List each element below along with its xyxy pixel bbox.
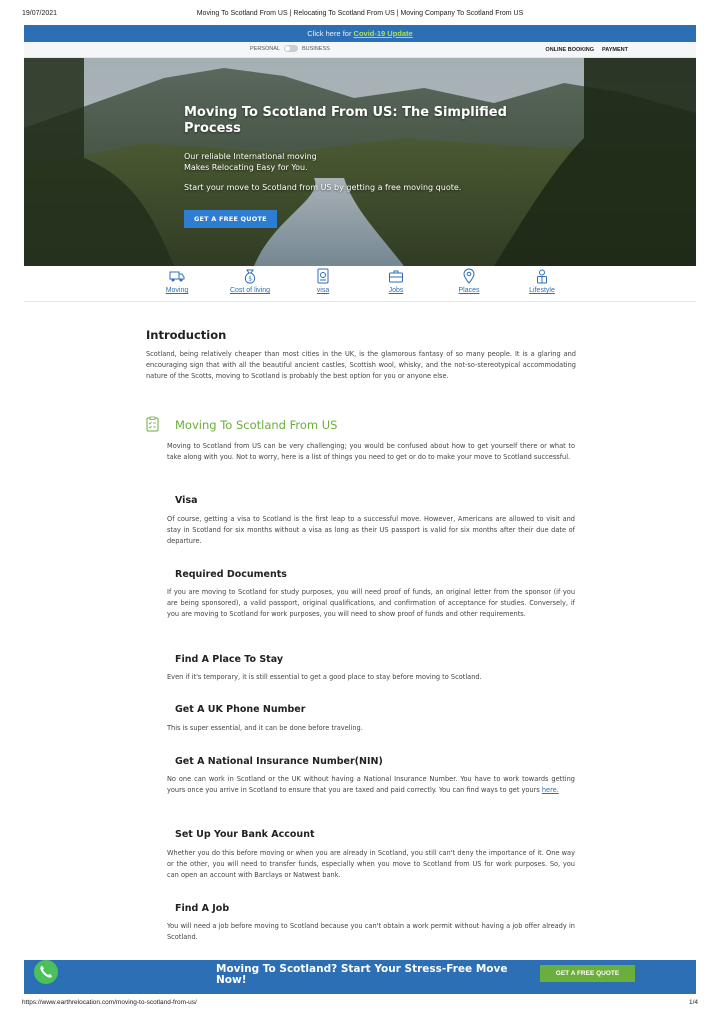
nav-item-visa[interactable] [288,268,358,294]
hero-line-2: Makes Relocating Easy for You. [184,163,308,172]
visa-text: Of course, getting a visa to Scotland is the first leap to a successful move. However, Americans are allowed to visit and stay in Scotland for six months without a visa as long as their US passport is valid for six months after their due date of departure. [167,515,575,545]
bank-account-heading: Set Up Your Bank Account [175,829,315,840]
category-icon-nav [24,268,696,302]
hero-line-1: Our reliable International moving [184,152,317,161]
nav-item-cost-of-living[interactable] [215,268,285,294]
phone-call-button[interactable] [34,960,58,984]
money-bag-icon [242,268,258,284]
phone-icon [34,960,58,984]
uk-phone-heading: Get A UK Phone Number [175,704,306,715]
nav-label-cost-of-living: Cost of living [229,287,271,294]
covid-bar [24,25,696,42]
truck-icon [169,268,185,284]
nav-item-moving[interactable] [142,268,212,294]
hero-title: Moving To Scotland From US: The Simplified Process [184,105,507,136]
nin-here-link[interactable]: here. [541,786,559,794]
nin-text-body: No one can work in Scotland or the UK without having a National Insurance Number. You have to work towards getting yours once you arrive in Scotland to ensure that you are taxed and paid correctly. You can find ways to get yours [167,775,575,794]
bank-account-text: Whether you do this before moving or when you are already in Scotland, you still can't deny the importance of it. One way or the other, you will need to transfer funds, especially when you move to Scotland from US for work purposes. So, you can open an account with Barclays or Natwest bank. [167,849,575,879]
find-job-text: You will need a job before moving to Scotland because you can't obtain a work permit without having a job offer already in Scotland. [167,922,575,941]
nin-heading: Get A National Insurance Number(NIN) [175,756,383,767]
required-documents-heading: Required Documents [175,569,287,580]
top-nav [24,42,696,58]
moving-section-heading: Moving To Scotland From US [175,418,338,432]
bottom-cta-message: Moving To Scotland? Start Your Stress-Free Move Now! [216,963,508,986]
svg-text:$: $ [248,275,253,283]
online-booking-link[interactable]: ONLINE BOOKING [545,47,595,53]
nav-label-moving: Moving [165,287,189,294]
covid-prefix: Click here for [307,29,354,38]
required-documents-text: If you are moving to Scotland for study purposes, you will need proof of funds, an original letter from the sponsor (if you are being sponsored), a valid passport, original qualifications, and confirmation of acceptance for studies. Conversely, if you are moving to Scotland for work purposes, you will need to show proof of funds and other requirements. [167,588,575,618]
bottom-free-quote-button[interactable]: GET A FREE QUOTE [540,965,635,982]
nav-label-places: Places [458,287,480,294]
covid-update-link[interactable]: Covid-19 Update [353,29,413,38]
business-label: BUSINESS [301,45,330,52]
nav-item-places[interactable] [434,268,504,294]
nav-label-visa: visa [316,287,330,294]
hero-free-quote-button[interactable]: GET A FREE QUOTE [184,210,277,228]
visa-heading: Visa [175,495,198,506]
uk-phone-text: This is super essential, and it can be done before traveling. [167,724,363,732]
nav-label-lifestyle: Lifestyle [529,287,555,294]
print-page-number: 1/4 [688,999,698,1006]
print-title: Moving To Scotland From US | Relocating To Scotland From US | Moving Company To Scotland From US [196,10,524,17]
location-pin-icon [461,268,477,284]
hero-banner [24,58,696,266]
find-place-heading: Find A Place To Stay [175,654,284,665]
personal-business-toggle[interactable] [250,45,330,52]
print-date: 19/07/2021 [22,10,58,17]
nav-item-jobs[interactable] [361,268,431,294]
nav-item-lifestyle[interactable] [507,268,577,294]
briefcase-icon [388,268,404,284]
print-footer [22,999,698,1006]
bottom-cta-banner [24,960,696,994]
intro-text: Scotland, being relatively cheaper than most cities in the UK, is the glamorous fantasy of so many people. It is a glaring and encouraging sign that with all the beautiful ancient castles, Scottish wool, whisky, and the not-so-stereotypical accommodating nature of the Scotts, moving to Scotland is probably the best option for you or anyone else. [146,350,576,380]
nin-text [167,774,575,796]
nav-label-jobs: Jobs [388,287,404,294]
personal-label: PERSONAL [250,45,280,52]
moving-section-text: Moving to Scotland from US can be very challenging; you would be confused about how to get yourself there or what to take along with you. Not to worry, here is a list of things you need to get or do to make your move to Scotland successful. [167,442,575,461]
print-url: https://www.earthrelocation.com/moving-to-scotland-from-us/ [22,999,197,1006]
find-place-text: Even if it's temporary, it is still essential to get a good place to stay before moving to Scotland. [167,673,482,681]
payment-link[interactable]: PAYMENT [602,47,628,53]
toggle-switch[interactable] [284,45,298,52]
print-header [22,10,698,22]
intro-heading: Introduction [146,328,227,342]
hero-cta-text: Start your move to Scotland from US by getting a free moving quote. [184,183,462,192]
passport-icon [315,268,331,284]
find-job-heading: Find A Job [175,903,230,914]
checklist-icon [146,416,159,432]
person-icon [534,268,550,284]
